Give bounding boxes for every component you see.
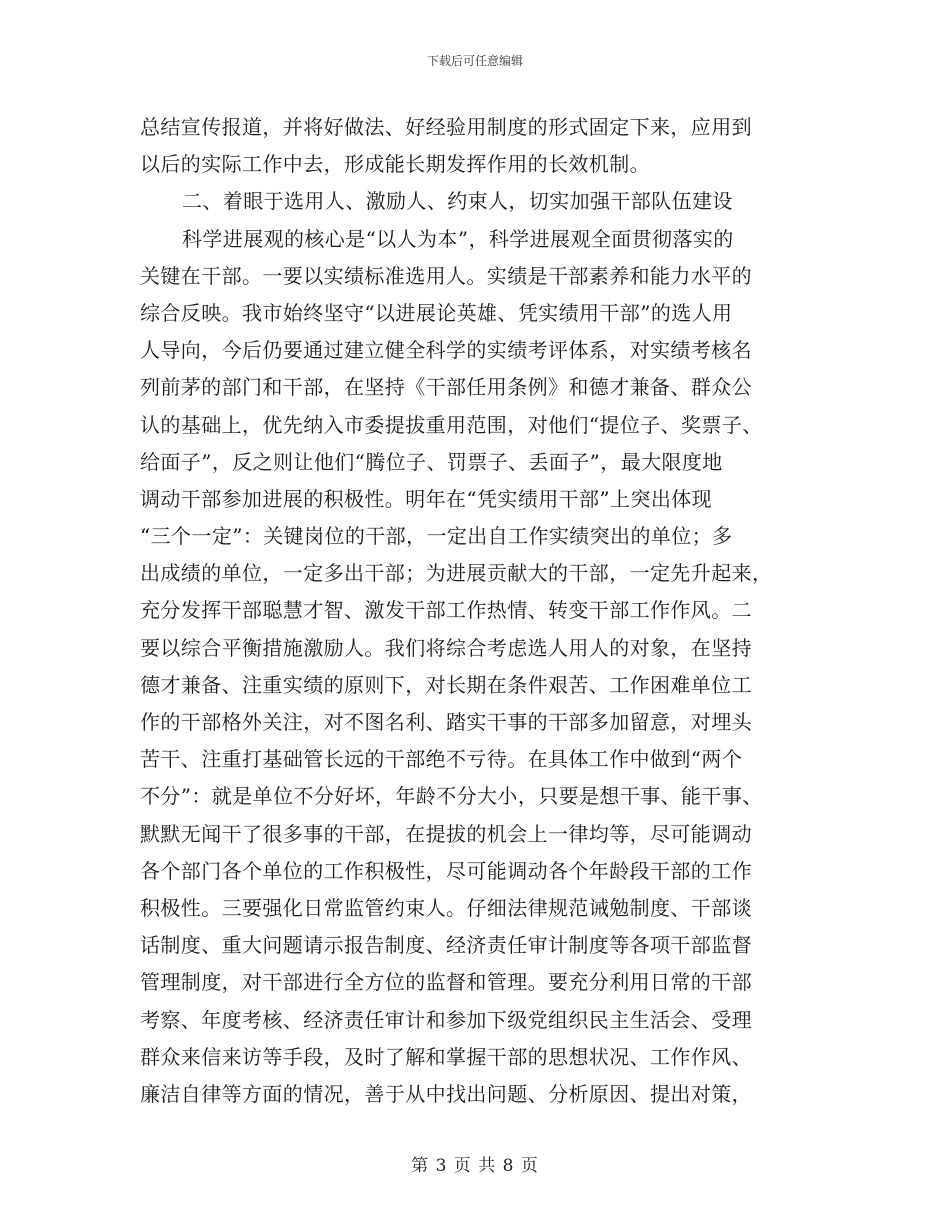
text-line: 作的干部格外关注，对不图名利、踏实干事的干部多加留意，对埋头	[140, 710, 752, 734]
text-line: 要以综合平衡措施激励人。我们将综合考虑选人用人的对象，在坚持	[140, 635, 752, 660]
text-line: 给面子”，反之则让他们“腾位子、罚票子、丢面子”，最大限度地	[140, 449, 723, 474]
text-line: 认的基础上，优先纳入市委提拔重用范围，对他们“提位子、奖票子、	[140, 412, 763, 437]
text-line: 默默无闻干了很多事的干部，在提拔的机会上一律均等，尽可能调动	[140, 821, 752, 846]
text-line: 关键在干部。一要以实绩标准选用人。实绩是干部素养和能力水平的	[140, 263, 752, 288]
page-header-note: 下载后可任意编辑	[426, 54, 523, 68]
document-body	[140, 109, 820, 1113]
text-line: 以后的实际工作中去，形成能长期发挥作用的长效机制。	[140, 152, 650, 177]
text-line: 调动干部参加进展的积极性。明年在“凭实绩用干部”上突出体现	[140, 486, 713, 511]
text-line: 人导向，今后仍要通过建立健全科学的实绩考评体系，对实绩考核名	[140, 338, 752, 363]
text-line: 充分发挥干部聪慧才智、激发干部工作热情、转变干部工作作风。二	[140, 598, 752, 623]
text-line: 各个部门各个单位的工作积极性，尽可能调动各个年龄段干部的工作	[140, 858, 752, 883]
text-line: 苦干、注重打基础管长远的干部绝不亏待。在具体工作中做到“两个	[140, 747, 743, 772]
text-line: 管理制度，对干部进行全方位的监督和管理。要充分利用日常的干部	[140, 970, 752, 995]
text-line: “三个一定”：关键岗位的干部，一定出自工作实绩突出的单位；多	[140, 524, 733, 549]
text-line: 列前茅的部门和干部，在坚持《干部任用条例》和德才兼备、群众公	[140, 375, 752, 400]
text-line: 科学进展观的核心是“以人为本”，科学进展观全面贯彻落实的	[182, 226, 734, 251]
text-line: 考察、年度考核、经济责任审计和参加下级党组织民主生活会、受理	[140, 1007, 752, 1032]
section-heading: 二、着眼于选用人、激励人、约束人，切实加强干部队伍建设	[182, 189, 733, 214]
text-line: 廉洁自律等方面的情况，善于从中找出问题、分析原因、提出对策，	[140, 1081, 752, 1106]
text-line: 综合反映。我市始终坚守“以进展论英雄、凭实绩用干部”的选人用	[140, 300, 733, 325]
text-line: 话制度、重大问题请示报告制度、经济责任审计制度等各项干部监督	[140, 933, 752, 958]
text-line: 积极性。三要强化日常监管约束人。仔细法律规范诫勉制度、干部谈	[140, 895, 752, 920]
text-line: 不分”：就是单位不分好坏，年龄不分大小，只要是想干事、能干事、	[140, 784, 763, 809]
text-line: 总结宣传报道，并将好做法、好经验用制度的形式固定下来，应用到	[140, 115, 752, 139]
page-number-footer: 第 3 页 共 8 页	[411, 1156, 539, 1176]
text-line: 德才兼备、注重实绩的原则下，对长期在条件艰苦、工作困难单位工	[140, 672, 752, 697]
text-line: 出成绩的单位，一定多出干部；为进展贡献大的干部，一定先升起来，	[140, 561, 773, 586]
text-line: 群众来信来访等手段，及时了解和掌握干部的思想状况、工作作风、	[140, 1044, 752, 1069]
